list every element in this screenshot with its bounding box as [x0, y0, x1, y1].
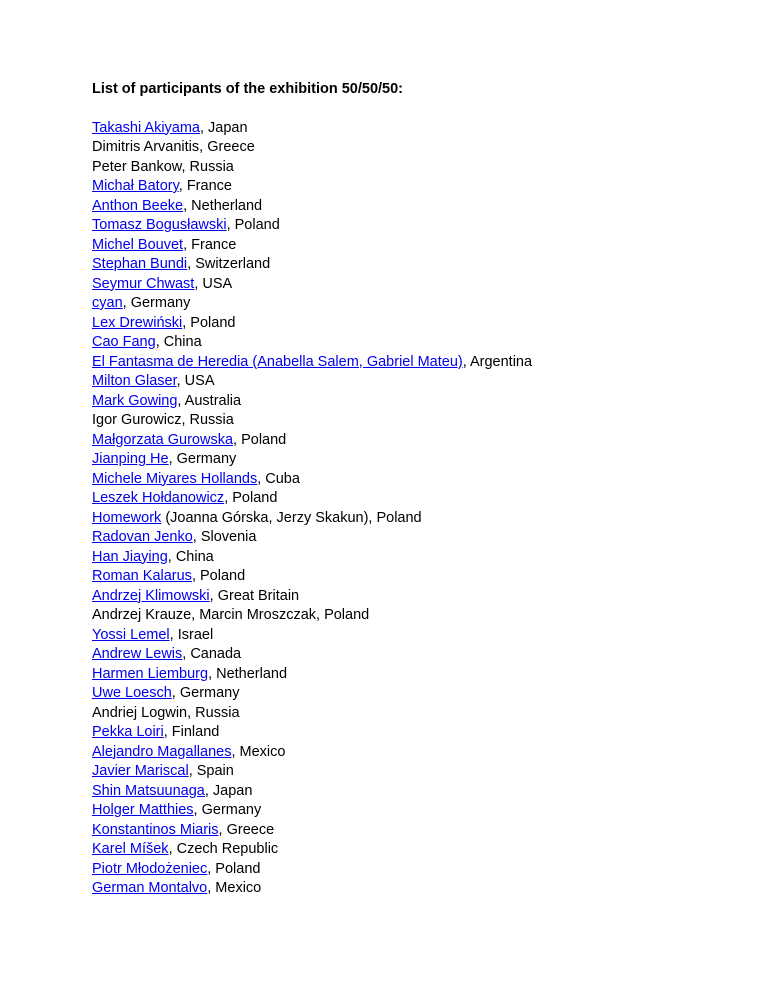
- participant-item: [92, 723, 732, 743]
- participant-name-link[interactable]: Alejandro Magallanes: [92, 743, 232, 760]
- participant-item: [92, 840, 732, 860]
- participant-country: , Japan: [200, 119, 248, 136]
- participant-item: [92, 431, 732, 451]
- participant-name-link[interactable]: Roman Kalarus: [92, 568, 192, 584]
- participant-item: [92, 236, 732, 256]
- participant-item: [92, 606, 732, 626]
- participant-item: [92, 801, 732, 821]
- participant-list: [92, 119, 732, 899]
- participant-country: , Japan: [204, 782, 253, 799]
- participant-item: [92, 392, 732, 412]
- participant-name-link[interactable]: Harmen Liemburg: [92, 665, 209, 682]
- document-title: List of participants of the exhibition 50/50/50:: [92, 81, 403, 97]
- participant-name-link[interactable]: Radovan Jenko: [92, 529, 193, 545]
- participant-country: , Germany: [122, 295, 191, 311]
- participant-country: , Netherland: [208, 665, 288, 682]
- participant-country: , Czech Republic: [168, 841, 279, 857]
- participant-country: , France: [178, 178, 232, 194]
- participant-name-link[interactable]: Stephan Bundi: [92, 256, 188, 272]
- participant-item: [92, 294, 732, 314]
- participant-country: , Argentina: [462, 353, 533, 370]
- participant-name: Peter Bankow: [92, 158, 182, 175]
- participant-country: , Spain: [188, 763, 234, 779]
- participant-item: [92, 509, 732, 529]
- participant-item: [92, 450, 732, 470]
- participant-item: [92, 782, 732, 802]
- participant-name-link[interactable]: Takashi Akiyama: [92, 119, 200, 136]
- participant-item: [92, 684, 732, 704]
- participant-country: , Germany: [171, 685, 240, 701]
- participant-country: , Russia: [181, 158, 234, 175]
- participant-item: [92, 470, 732, 490]
- participant-country: , Germany: [193, 802, 262, 818]
- participant-country: , USA: [176, 373, 215, 389]
- participant-name-link[interactable]: Javier Mariscal: [92, 763, 189, 779]
- participant-country: , USA: [194, 275, 233, 292]
- document-page: [92, 80, 732, 899]
- participant-country: , Finland: [163, 724, 220, 740]
- participant-name-link[interactable]: Piotr Młodożeniec: [92, 860, 208, 877]
- participant-item: [92, 489, 732, 509]
- participant-item: [92, 177, 732, 197]
- participant-item: [92, 411, 732, 431]
- participant-country: , Mexico: [207, 880, 262, 896]
- participant-country: , Poland: [191, 568, 246, 584]
- participant-country: , Mexico: [231, 743, 286, 760]
- participant-item: [92, 255, 732, 275]
- participant-item: [92, 743, 732, 763]
- participant-item: [92, 587, 732, 607]
- participant-item: [92, 821, 732, 841]
- participant-name: Igor Gurowicz: [92, 412, 182, 428]
- participant-item: [92, 158, 732, 178]
- participant-name-link[interactable]: Lex Drewiński: [92, 314, 183, 331]
- participant-item: [92, 353, 732, 373]
- participant-country: , Israel: [169, 626, 214, 643]
- participant-name-link[interactable]: Milton Glaser: [92, 373, 177, 389]
- participant-name-link[interactable]: Andrew Lewis: [92, 646, 183, 662]
- participant-country: , Germany: [168, 451, 237, 467]
- participant-country: , Poland: [224, 490, 278, 506]
- participant-item: [92, 665, 732, 685]
- participant-country: , Poland: [207, 860, 261, 877]
- participant-country: , Greece: [218, 821, 275, 838]
- participant-item: [92, 704, 732, 724]
- participant-item: [92, 879, 732, 899]
- participant-item: [92, 372, 732, 392]
- participant-country: , Russia: [181, 412, 234, 428]
- participant-item: [92, 314, 732, 334]
- participant-item: [92, 138, 732, 158]
- participant-item: [92, 645, 732, 665]
- participant-item: [92, 216, 732, 236]
- participant-item: [92, 860, 732, 880]
- participant-country: , China: [167, 548, 214, 565]
- participant-name-link[interactable]: Holger Matthies: [92, 802, 194, 818]
- participant-country: , Australia: [177, 392, 242, 409]
- participant-item: [92, 762, 732, 782]
- participant-name: Dimitris Arvanitis: [92, 139, 200, 155]
- participant-name: Andriej Logwin: [92, 704, 188, 721]
- participant-name-link[interactable]: Pekka Loiri: [92, 724, 164, 740]
- participant-country: , Cuba: [257, 470, 300, 487]
- participant-name-link[interactable]: Jianping He: [92, 451, 169, 467]
- participant-country: , France: [183, 236, 237, 253]
- participant-country: , Netherland: [183, 197, 263, 214]
- participant-name-link[interactable]: German Montalvo: [92, 880, 208, 896]
- participant-item: [92, 333, 732, 353]
- participant-name-link[interactable]: Homework: [92, 509, 162, 526]
- participant-country: , Poland: [182, 314, 236, 331]
- participant-name-link[interactable]: Shin Matsuunaga: [92, 782, 205, 799]
- participant-country: , Poland: [316, 607, 370, 623]
- participant-name-link[interactable]: Cao Fang: [92, 334, 156, 350]
- participant-country: , Slovenia: [192, 529, 257, 545]
- participant-country: , Russia: [187, 704, 240, 721]
- participant-name-link[interactable]: Uwe Loesch: [92, 685, 172, 701]
- participant-country: , China: [155, 334, 202, 350]
- participant-item: [92, 626, 732, 646]
- participant-country: , Poland: [226, 217, 280, 233]
- participant-name-link[interactable]: El Fantasma de Heredia (Anabella Salem, Gabriel Mateu): [92, 353, 463, 370]
- participant-name-link[interactable]: Michele Miyares Hollands: [92, 470, 258, 487]
- participant-country: , Switzerland: [187, 256, 271, 272]
- participant-item: [92, 548, 732, 568]
- participant-name-link[interactable]: Małgorzata Gurowska: [92, 431, 234, 448]
- participant-item: [92, 119, 732, 139]
- participant-name-link[interactable]: Karel Míšek: [92, 841, 169, 857]
- participant-name-link[interactable]: Andrzej Klimowski: [92, 587, 210, 604]
- participant-name-link[interactable]: Tomasz Bogusławski: [92, 217, 227, 233]
- participant-item: [92, 528, 732, 548]
- participant-name-link[interactable]: cyan: [92, 295, 123, 311]
- participant-name-link[interactable]: Yossi Lemel: [92, 626, 170, 643]
- participant-name-link[interactable]: Seymur Chwast: [92, 275, 195, 292]
- participant-country: , Poland: [233, 431, 287, 448]
- participant-item: [92, 567, 732, 587]
- participant-country: , Greece: [199, 139, 255, 155]
- participant-name-link[interactable]: Konstantinos Miaris: [92, 821, 219, 838]
- participant-item: [92, 197, 732, 217]
- participant-name: Andrzej Krauze, Marcin Mroszczak: [92, 607, 317, 623]
- participant-name-link[interactable]: Leszek Hołdanowicz: [92, 490, 225, 506]
- participant-name-link[interactable]: Anthon Beeke: [92, 197, 184, 214]
- participant-name-link[interactable]: Michel Bouvet: [92, 236, 184, 253]
- participant-name-link[interactable]: Han Jiaying: [92, 548, 168, 565]
- participant-item: [92, 275, 732, 295]
- participant-country: , Great Britain: [209, 587, 300, 604]
- participant-name-link[interactable]: Michał Batory: [92, 178, 179, 194]
- participant-name-link[interactable]: Mark Gowing: [92, 392, 178, 409]
- participant-country: , Canada: [182, 646, 242, 662]
- participant-country: (Joanna Górska, Jerzy Skakun), Poland: [161, 509, 422, 526]
